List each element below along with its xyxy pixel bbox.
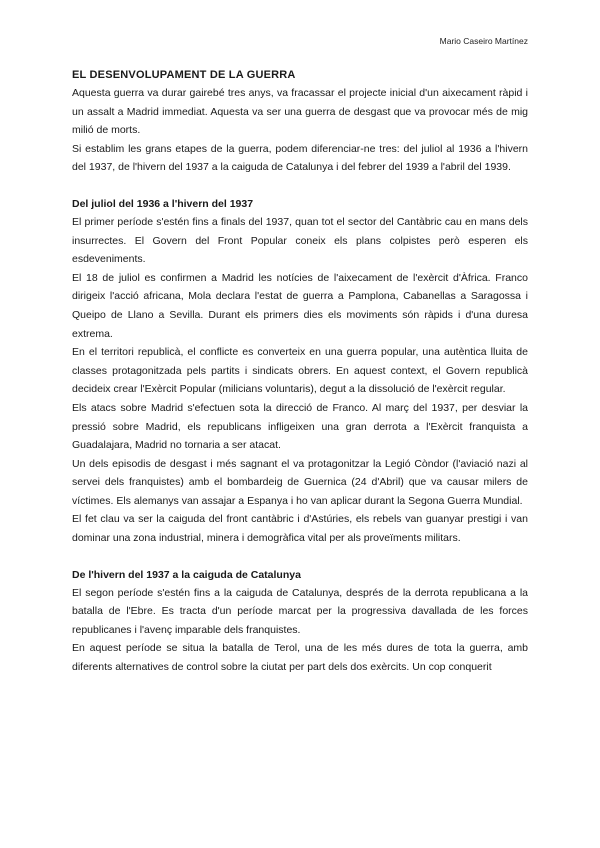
section-paragraph: Els atacs sobre Madrid s'efectuen sota la direcció de Franco. Al març del 1937, per desviar la pressió sobre Madrid, els republicans infligeixen una gran derrota a l'Exèrcit franquista a Guadalajara, Madrid no tornaria a ser atacat. (72, 401, 528, 452)
section-paragraph: El fet clau va ser la caiguda del front cantàbric i d'Astúries, els rebels van guanyar prestigi i van dominar una zona industrial, minera i demogràfica vital per als proveïments militars. (72, 513, 528, 545)
section-heading: Del juliol del 1936 a l'hivern del 1937 (72, 197, 254, 210)
section-paragraph: En el territori republicà, el conflicte es converteix en una guerra popular, una autèntica lluita de classes protagonitzada pels partits i sindicats obrers. En aquest context, el Govern republicà decideix crear l'Exèrcit Popular (milicians voluntaris), degut a la dissolució de l'exèrcit regular. (72, 346, 528, 396)
section-heading: De l'hivern del 1937 a la caiguda de Catalunya (72, 568, 301, 581)
section-paragraph: En aquest període se situa la batalla de Terol, una de les més dures de tota la guerra, amb diferents alternatives de control sobre la ciutat per part dels dos exèrcits. Un cop conquerit (72, 642, 528, 674)
author-header: Mario Caseiro Martínez (439, 36, 528, 46)
document-body (72, 66, 528, 677)
intro-paragraph: Aquesta guerra va durar gairebé tres anys, va fracassar el projecte inicial d'un aixecament ràpid i un assalt a Madrid immediat. Aquesta va ser una guerra de desgast que va provocar més de mig milió de morts. (72, 87, 528, 137)
section-paragraph: El segon període s'estén fins a la caiguda de Catalunya, després de la derrota republicana a la batalla de l'Ebre. Es tracta d'un període marcat per la progressiva davallada de les forces republicanes i l'avenç imparable dels franquistes. (72, 586, 528, 636)
section-paragraph: El 18 de juliol es confirmen a Madrid les notícies de l'aixecament de l'exèrcit d'Àfrica. Franco dirigeix l'acció africana, Mola declara l'estat de guerra a Pamplona, Cabanellas a Saragossa i Queipo de Llano a Sevilla. Durant els primers dies els moviments són ràpids i d'una duresa extrema. (72, 271, 528, 340)
intro-paragraph: Si establim les grans etapes de la guerra, podem diferenciar-ne tres: del juliol al 1936 a l'hivern del 1937, de l'hivern del 1937 a la caiguda de Catalunya i del febrer del 1939 a l'abril del 1939. (72, 142, 528, 174)
section-paragraph: El primer període s'estén fins a finals del 1937, quan tot el sector del Cantàbric cau en mans dels insurrectes. El Govern del Front Popular coneix els plans colpistes però esperen els esdeveniments. (72, 215, 528, 266)
document-title: EL DESENVOLUPAMENT DE LA GUERRA (72, 69, 296, 81)
section-paragraph: Un dels episodis de desgast i més sagnant el va protagonitzar la Legió Còndor (l'aviació nazi al servei dels franquistes) amb el bombardeig de Guernica (24 d'Abril) que va causar milers de víctimes. Els alemanys van assajar a Espanya i ho van aplicar durant la Segona Guerra Mundial. (72, 457, 528, 507)
